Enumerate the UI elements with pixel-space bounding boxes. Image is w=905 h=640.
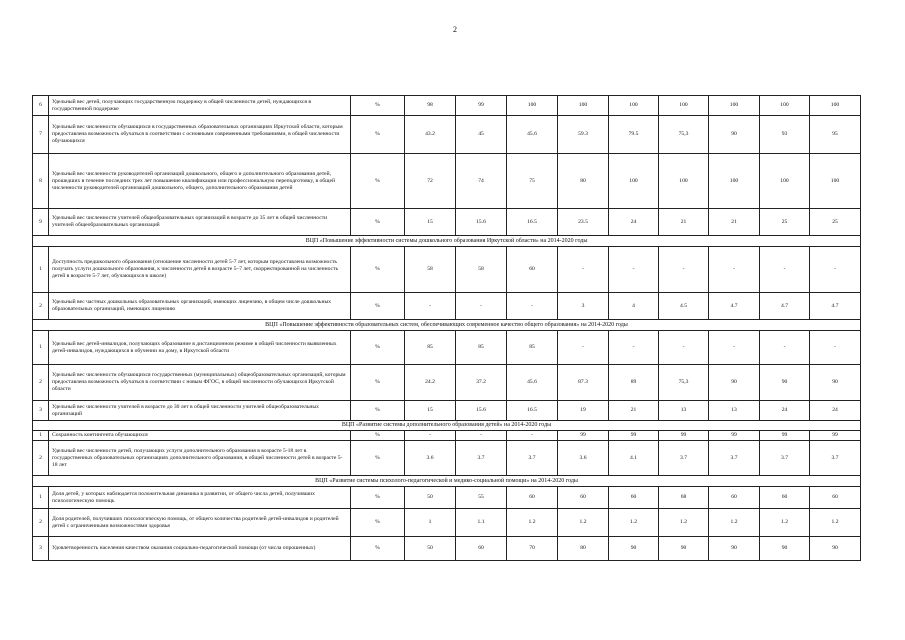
- value-cell: 74: [456, 154, 507, 209]
- row-number-cell: 2: [33, 509, 49, 537]
- value-cell: -: [609, 247, 659, 293]
- value-cell: -: [659, 331, 709, 365]
- value-cell: 55: [456, 487, 507, 509]
- value-cell: 99: [709, 431, 760, 441]
- value-cell: 90: [609, 537, 659, 561]
- value-cell: 24: [760, 401, 810, 421]
- value-cell: 95: [810, 116, 861, 154]
- value-cell: 59.3: [558, 116, 609, 154]
- value-cell: 75,3: [659, 116, 709, 154]
- value-cell: 99: [760, 431, 810, 441]
- value-cell: 90: [810, 537, 861, 561]
- unit-cell: %: [351, 487, 405, 509]
- value-cell: 15.6: [456, 209, 507, 236]
- section-header-row: [33, 421, 861, 431]
- value-cell: -: [405, 431, 456, 441]
- value-cell: -: [709, 331, 760, 365]
- value-cell: 100: [810, 154, 861, 209]
- value-cell: 15.6: [456, 401, 507, 421]
- row-number-cell: 2: [33, 365, 49, 401]
- value-cell: 68: [659, 487, 709, 509]
- unit-cell: %: [351, 431, 405, 441]
- value-cell: 1.2: [810, 509, 861, 537]
- indicator-cell: Удельный вес численности обучающихся в государственных образовательных организациях Иркутской области, которым предоставлена возможность обучаться в соответствии с основными современными требованиями, в общей численности обучающихся: [49, 116, 351, 154]
- indicator-cell: Доля детей, у которых наблюдается положительная динамика в развитии, от общего числа детей, получивших психологическую помощь: [49, 487, 351, 509]
- value-cell: -: [609, 331, 659, 365]
- indicator-cell: Удельный вес численности учителей в возрасте до 30 лет в общей численности учителей общеобразовательных организаций: [49, 401, 351, 421]
- section-header-row: [33, 320, 861, 331]
- table-row: [33, 331, 861, 365]
- value-cell: 45.6: [507, 365, 558, 401]
- value-cell: 100: [609, 154, 659, 209]
- value-cell: 3.6: [405, 441, 456, 476]
- value-cell: 3.7: [507, 441, 558, 476]
- value-cell: 4.7: [810, 293, 861, 320]
- table-row: [33, 154, 861, 209]
- section-header-row: [33, 476, 861, 487]
- value-cell: 3.7: [659, 441, 709, 476]
- value-cell: 16.5: [507, 209, 558, 236]
- value-cell: 4.7: [760, 293, 810, 320]
- value-cell: 3: [558, 293, 609, 320]
- value-cell: 90: [760, 537, 810, 561]
- row-number-cell: 3: [33, 537, 49, 561]
- value-cell: 70: [507, 537, 558, 561]
- indicator-cell: Доля родителей, получивших психологическую помощь, от общего количества родителей детей-инвалидов и родителей детей с ограниченными возможностями здоровья: [49, 509, 351, 537]
- value-cell: 90: [709, 537, 760, 561]
- row-number-cell: 1: [33, 487, 49, 509]
- value-cell: -: [659, 247, 709, 293]
- value-cell: 25: [760, 209, 810, 236]
- table-row: [33, 209, 861, 236]
- indicator-cell: Доступность предшкольного образования (отношение численности детей 5-7 лет, которым предоставлена возможность получать услуги дошкольного образования, к численности детей в возрасте 5–7 лет, скорректированной на численность детей в возрасте 5-7 лет, обучающихся в школе): [49, 247, 351, 293]
- table-row: [33, 441, 861, 476]
- row-number-cell: 8: [33, 154, 49, 209]
- unit-cell: %: [351, 537, 405, 561]
- value-cell: 60: [609, 487, 659, 509]
- value-cell: 100: [760, 154, 810, 209]
- row-number-cell: 1: [33, 331, 49, 365]
- row-number-cell: 7: [33, 116, 49, 154]
- value-cell: 1.1: [456, 509, 507, 537]
- value-cell: 50: [405, 537, 456, 561]
- table-row: [33, 247, 861, 293]
- table-row: [33, 537, 861, 561]
- value-cell: 43.2: [405, 116, 456, 154]
- value-cell: 60: [810, 487, 861, 509]
- value-cell: 90: [709, 116, 760, 154]
- value-cell: 90: [709, 365, 760, 401]
- row-number-cell: 1: [33, 431, 49, 441]
- value-cell: 13: [659, 401, 709, 421]
- indicator-cell: Удовлетворенность населения качеством оказания социально-педагогической помощи (от числа опрошенных): [49, 537, 351, 561]
- section-title: ВЦП «Развитие системы психолого-педагогической и медико-социальной помощи» на 2014-2020 годы: [33, 476, 861, 487]
- value-cell: 3.7: [709, 441, 760, 476]
- row-number-cell: 3: [33, 401, 49, 421]
- value-cell: 75,3: [659, 365, 709, 401]
- value-cell: 99: [810, 431, 861, 441]
- value-cell: 85: [507, 331, 558, 365]
- value-cell: 50: [405, 487, 456, 509]
- value-cell: -: [507, 431, 558, 441]
- value-cell: -: [558, 247, 609, 293]
- value-cell: 21: [709, 209, 760, 236]
- value-cell: -: [810, 331, 861, 365]
- section-title: ВЦП «Повышение эффективности образовательных систем, обеспечивающих современное качество общего образования» на 2014-2020 годы: [33, 320, 861, 331]
- unit-cell: %: [351, 247, 405, 293]
- value-cell: 24.2: [405, 365, 456, 401]
- value-cell: 1.2: [709, 509, 760, 537]
- value-cell: -: [709, 247, 760, 293]
- table-row: [33, 487, 861, 509]
- value-cell: 93: [760, 116, 810, 154]
- value-cell: 19: [558, 401, 609, 421]
- value-cell: 72: [405, 154, 456, 209]
- value-cell: 25: [810, 209, 861, 236]
- value-cell: -: [810, 247, 861, 293]
- value-cell: 3.7: [456, 441, 507, 476]
- value-cell: 4.1: [609, 441, 659, 476]
- table-row: [33, 509, 861, 537]
- indicators-table: [32, 95, 861, 561]
- indicator-cell: Удельный вес численности обучающихся государственных (муниципальных) общеобразовательных организаций, которым предоставлена возможность обучаться в соответствии с новым ФГОС, в общей численности обучающихся Иркутской области: [49, 365, 351, 401]
- value-cell: 60: [558, 487, 609, 509]
- value-cell: 100: [709, 154, 760, 209]
- row-number-cell: 2: [33, 293, 49, 320]
- value-cell: 99: [659, 431, 709, 441]
- value-cell: 16.5: [507, 401, 558, 421]
- indicator-cell: Удельный вес численности руководителей организаций дошкольного, общего и дополнительного образования детей, прошедших в течение последних трех лет повышение квалификации или профессиональную переподготовку, в общей численности руководителей организаций дошкольного, общего, дополнительного образования детей: [49, 154, 351, 209]
- value-cell: 3.7: [760, 441, 810, 476]
- value-cell: -: [760, 247, 810, 293]
- value-cell: 21: [609, 401, 659, 421]
- unit-cell: %: [351, 365, 405, 401]
- value-cell: 79.5: [609, 116, 659, 154]
- value-cell: 100: [507, 96, 558, 116]
- value-cell: 99: [558, 431, 609, 441]
- value-cell: 99: [609, 431, 659, 441]
- value-cell: 15: [405, 401, 456, 421]
- value-cell: -: [405, 293, 456, 320]
- value-cell: 15: [405, 209, 456, 236]
- section-title: ВЦП «Повышение эффективности системы дошкольного образования Иркутской области» на 2014-2020 годы: [33, 236, 861, 247]
- value-cell: 90: [760, 365, 810, 401]
- value-cell: 90: [810, 365, 861, 401]
- value-cell: 21: [659, 209, 709, 236]
- value-cell: 100: [709, 96, 760, 116]
- value-cell: 90: [659, 537, 709, 561]
- unit-cell: %: [351, 154, 405, 209]
- value-cell: 60: [760, 487, 810, 509]
- value-cell: 3.6: [558, 441, 609, 476]
- unit-cell: %: [351, 401, 405, 421]
- value-cell: 1.2: [760, 509, 810, 537]
- value-cell: 24: [609, 209, 659, 236]
- table-row: [33, 431, 861, 441]
- value-cell: 60: [507, 247, 558, 293]
- table-row: [33, 116, 861, 154]
- value-cell: 1.2: [659, 509, 709, 537]
- value-cell: 100: [810, 96, 861, 116]
- indicator-cell: Удельный вес численности детей, получающих услуги дополнительного образования в возрасте 5-18 лет в государственных образовательных организациях дополнительного образования, в общей численности детей в возрасте 5-18 лет: [49, 441, 351, 476]
- value-cell: 100: [659, 96, 709, 116]
- value-cell: 58: [456, 247, 507, 293]
- value-cell: 100: [659, 154, 709, 209]
- table-row: [33, 401, 861, 421]
- value-cell: 100: [558, 96, 609, 116]
- value-cell: 100: [760, 96, 810, 116]
- value-cell: 87.3: [558, 365, 609, 401]
- unit-cell: %: [351, 96, 405, 116]
- indicator-cell: Удельный вес частных дошкольных образовательных организаций, имеющих лицензию, в общем числе дошкольных образовательных организаций, имеющих лицензию: [49, 293, 351, 320]
- indicator-cell: Сохранность контингента обучающихся: [49, 431, 351, 441]
- value-cell: 4.5: [659, 293, 709, 320]
- value-cell: 80: [558, 154, 609, 209]
- value-cell: -: [760, 331, 810, 365]
- unit-cell: %: [351, 293, 405, 320]
- value-cell: 4.7: [709, 293, 760, 320]
- unit-cell: %: [351, 209, 405, 236]
- value-cell: 100: [609, 96, 659, 116]
- value-cell: -: [507, 293, 558, 320]
- value-cell: 99: [456, 96, 507, 116]
- value-cell: -: [456, 293, 507, 320]
- row-number-cell: 9: [33, 209, 49, 236]
- value-cell: 1.2: [507, 509, 558, 537]
- value-cell: 58: [405, 247, 456, 293]
- value-cell: 60: [507, 487, 558, 509]
- table-row: [33, 365, 861, 401]
- row-number-cell: 6: [33, 96, 49, 116]
- value-cell: 45.6: [507, 116, 558, 154]
- value-cell: 45: [456, 116, 507, 154]
- value-cell: 80: [558, 537, 609, 561]
- value-cell: 75: [507, 154, 558, 209]
- section-title: ВЦП «Развитие системы дополнительного образования детей» на 2014-2020 годы: [33, 421, 861, 431]
- value-cell: 1: [405, 509, 456, 537]
- value-cell: 98: [405, 96, 456, 116]
- section-header-row: [33, 236, 861, 247]
- table-row: [33, 293, 861, 320]
- value-cell: 3.7: [810, 441, 861, 476]
- unit-cell: %: [351, 116, 405, 154]
- page-number: 2: [453, 25, 457, 34]
- unit-cell: %: [351, 509, 405, 537]
- value-cell: 89: [609, 365, 659, 401]
- value-cell: 23.5: [558, 209, 609, 236]
- indicator-cell: Удельный вес детей-инвалидов, получающих образование в дистанционном режиме в общей численности выявленных детей-инвалидов, нуждающихся в обучении на дому, в Иркутской области: [49, 331, 351, 365]
- value-cell: 37.2: [456, 365, 507, 401]
- value-cell: -: [456, 431, 507, 441]
- value-cell: 1.2: [609, 509, 659, 537]
- value-cell: -: [558, 331, 609, 365]
- table-row: [33, 96, 861, 116]
- row-number-cell: 2: [33, 441, 49, 476]
- unit-cell: %: [351, 441, 405, 476]
- value-cell: 1.2: [558, 509, 609, 537]
- value-cell: 13: [709, 401, 760, 421]
- value-cell: 4: [609, 293, 659, 320]
- value-cell: 85: [456, 331, 507, 365]
- indicator-cell: Удельный вес детей, получающих государственную поддержку в общей численности детей, нуждающихся в государственной поддержке: [49, 96, 351, 116]
- value-cell: 85: [405, 331, 456, 365]
- value-cell: 24: [810, 401, 861, 421]
- row-number-cell: 1: [33, 247, 49, 293]
- value-cell: 60: [456, 537, 507, 561]
- unit-cell: %: [351, 331, 405, 365]
- indicator-cell: Удельный вес численности учителей общеобразовательных организаций в возрасте до 35 лет в общей численности учителей общеобразовательных организаций: [49, 209, 351, 236]
- value-cell: 60: [709, 487, 760, 509]
